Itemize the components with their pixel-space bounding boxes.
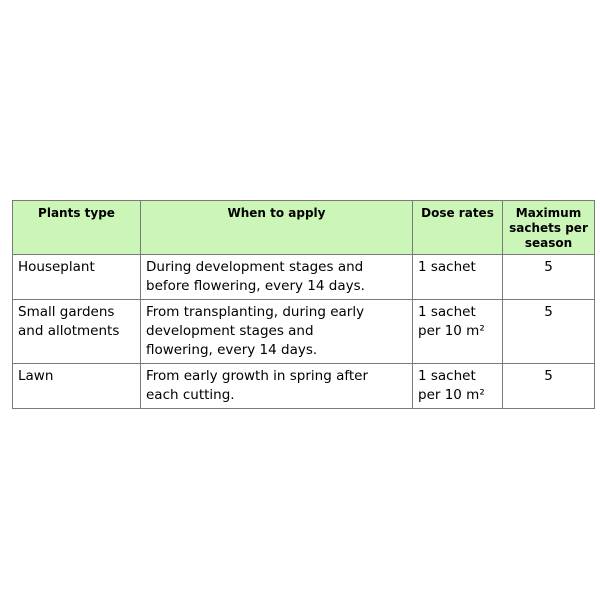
cell-text-line: flowering, every 14 days.	[146, 342, 318, 358]
header-max-sachets-line1: Maximum	[515, 206, 582, 220]
cell-text-line: Lawn	[18, 368, 54, 384]
cell-dose-rate	[413, 300, 503, 364]
table-header-row	[13, 201, 595, 255]
cell-text-line: During development stages and	[146, 259, 364, 275]
cell-text-line: per 10 m²	[418, 323, 485, 339]
table-row	[13, 364, 595, 409]
header-max-sachets-line2: sachets	[509, 221, 562, 235]
fertilizer-application-table	[12, 200, 595, 409]
cell-plant-type	[13, 255, 141, 300]
cell-when-to-apply	[141, 300, 413, 364]
cell-text-line: Houseplant	[18, 259, 95, 275]
cell-when-to-apply	[141, 255, 413, 300]
cell-dose-rate	[413, 255, 503, 300]
cell-text-line: 1 sachet	[418, 368, 476, 384]
cell-text-line: From early growth in spring after	[146, 368, 369, 384]
cell-plant-type	[13, 300, 141, 364]
cell-text-line: From transplanting, during early	[146, 304, 365, 320]
cell-plant-type	[13, 364, 141, 409]
cell-text-line: Small gardens	[18, 304, 115, 320]
header-plants-type: Plants type	[13, 201, 141, 255]
header-max-sachets	[503, 201, 595, 255]
cell-text-line: per 10 m²	[418, 387, 485, 403]
fertilizer-table-container	[12, 200, 594, 409]
cell-text-line: before flowering, every 14 days.	[146, 278, 365, 294]
table-row	[13, 255, 595, 300]
cell-when-to-apply	[141, 364, 413, 409]
cell-dose-rate	[413, 364, 503, 409]
table-row	[13, 300, 595, 364]
header-dose-rates: Dose rates	[413, 201, 503, 255]
cell-max-sachets: 5	[503, 364, 595, 409]
cell-text-line: development stages and	[146, 323, 314, 339]
cell-text-line: and allotments	[18, 323, 120, 339]
header-when-to-apply: When to apply	[141, 201, 413, 255]
cell-max-sachets: 5	[503, 300, 595, 364]
header-max-sachets-line3: per season	[524, 221, 588, 250]
cell-text-line: 1 sachet	[418, 304, 476, 320]
cell-max-sachets: 5	[503, 255, 595, 300]
cell-text-line: each cutting.	[146, 387, 235, 403]
cell-text-line: 1 sachet	[418, 259, 476, 275]
